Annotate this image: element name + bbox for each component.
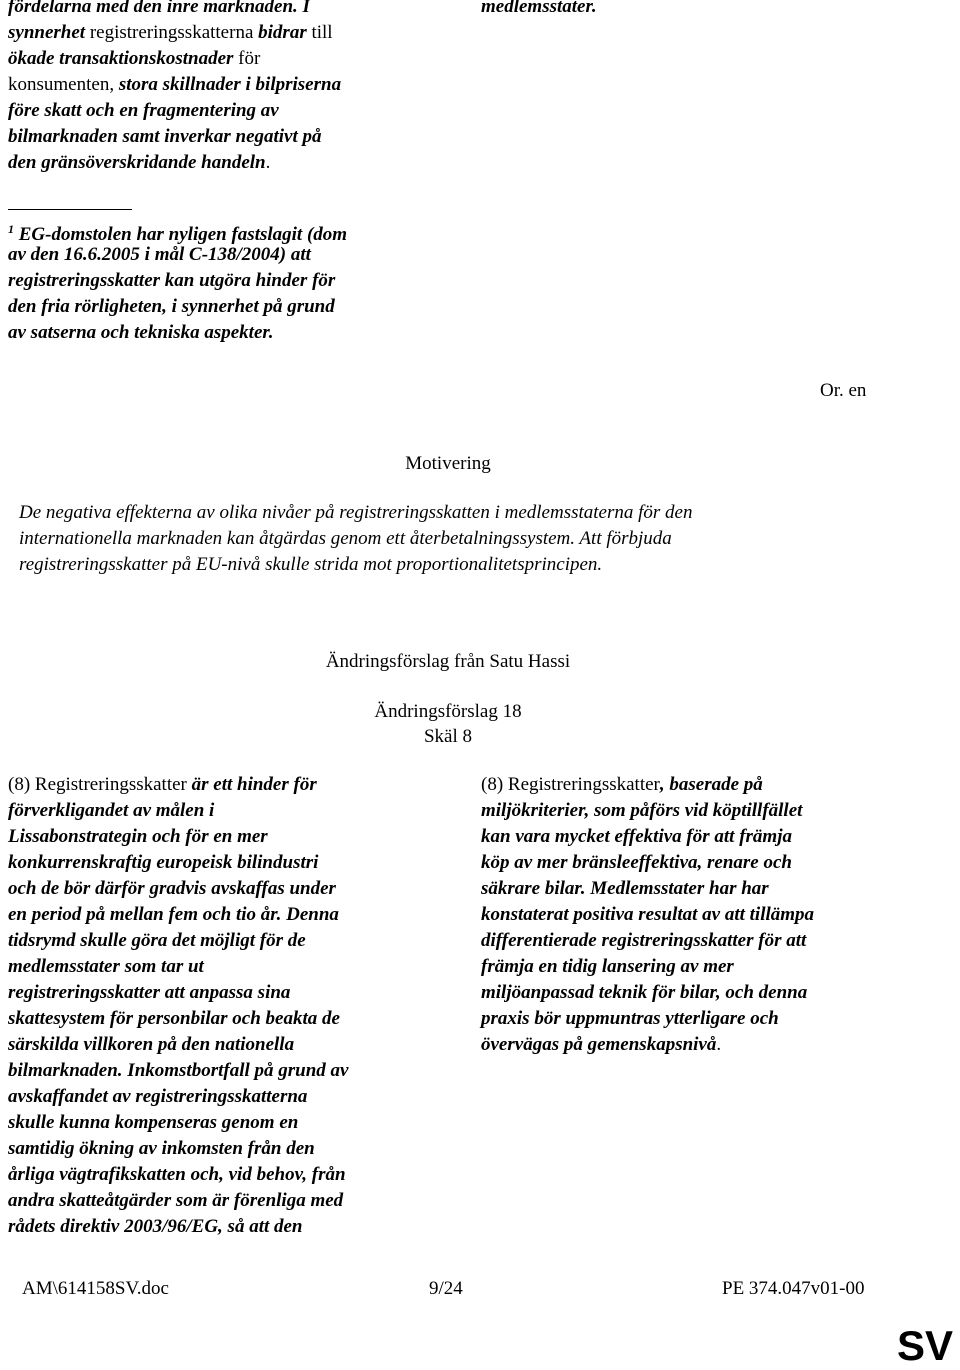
text-line — [481, 928, 901, 954]
text-line — [8, 1084, 428, 1110]
text-segment: kan vara mycket effektiva för att främja — [481, 826, 792, 847]
justification-text — [19, 500, 899, 578]
text-line — [481, 902, 901, 928]
text-line — [8, 798, 428, 824]
text-line — [8, 20, 428, 46]
text-line — [8, 72, 428, 98]
text-segment: . — [265, 152, 271, 173]
text-line — [8, 954, 428, 980]
top-right-text: medlemsstater. — [481, 0, 597, 17]
footnote-separator — [8, 209, 132, 210]
text-line — [8, 0, 428, 20]
text-line — [481, 954, 901, 980]
text-line — [8, 1110, 428, 1136]
text-segment: köp av mer bränsleeffektiva, renare och — [481, 852, 792, 873]
text-segment: bidrar — [258, 22, 307, 43]
text-segment: miljökriterier, som påförs vid köptillfället — [481, 800, 803, 821]
justification-heading: Motivering — [405, 453, 491, 474]
text-line — [8, 1058, 428, 1084]
amendment-author: Ändringsförslag från Satu Hassi — [325, 651, 571, 672]
amendment-recital: Skäl 8 — [423, 726, 473, 747]
footer-pe-ref: PE 374.047v01-00 — [722, 1278, 865, 1299]
text-segment: den gränsöverskridande handeln — [8, 152, 266, 173]
text-segment: skattesystem för personbilar och beakta de — [8, 1008, 340, 1029]
footnote-marker: 1 — [8, 222, 14, 236]
text-segment: stora skillnader i bilpriserna — [118, 74, 342, 95]
text-line — [8, 850, 428, 876]
text-line — [8, 1032, 428, 1058]
footnote — [8, 216, 448, 346]
footer-language-code: SV — [897, 1322, 954, 1369]
text-segment: bilmarknaden samt inverkar negativt på — [8, 126, 322, 147]
text-segment: . — [716, 1034, 722, 1055]
text-segment: , baserade på — [659, 774, 763, 795]
text-segment: konkurrenskraftig europeisk bilindustri — [8, 852, 319, 873]
text-segment: årliga vägtrafikskatten och, vid behov, från — [8, 1164, 346, 1185]
text-line: internationella marknaden kan åtgärdas genom ett återbetalningssystem. Att förbjuda — [19, 528, 672, 549]
original-language: Or. en — [820, 380, 867, 401]
text-line: den fria rörligheten, i synnerhet på grund — [8, 296, 335, 317]
text-line: De negativa effekterna av olika nivåer på registreringsskatten i medlemsstaterna för den — [19, 502, 693, 523]
text-line — [481, 1006, 901, 1032]
text-segment: (8) Registreringsskatter — [8, 774, 192, 795]
text-segment: synnerhet — [8, 22, 90, 43]
text-segment: före skatt och en fragmentering av — [8, 100, 279, 121]
text-segment: registreringsskatter att anpassa sina — [8, 982, 291, 1003]
text-segment: till — [306, 22, 333, 43]
text-segment: (8) Registreringsskatter — [481, 774, 660, 795]
text-line: av satserna och tekniska aspekter. — [8, 322, 274, 343]
text-segment: andra skatteåtgärder som är förenliga med — [8, 1190, 344, 1211]
amendment-number: Ändringsförslag 18 — [374, 701, 522, 722]
text-segment: praxis bör uppmuntras ytterligare och — [481, 1008, 779, 1029]
text-line — [8, 1214, 428, 1240]
text-line — [481, 850, 901, 876]
text-line — [8, 98, 428, 124]
text-line — [8, 772, 428, 798]
text-segment: särskilda villkoren på den nationella — [8, 1034, 295, 1055]
footer-doc-ref: AM\614158SV.doc — [22, 1278, 169, 1299]
text-line — [481, 772, 901, 798]
text-line — [8, 46, 428, 72]
text-line — [8, 1136, 428, 1162]
text-segment: fördelarna med den inre marknaden. I — [8, 0, 310, 17]
text-line — [481, 1032, 901, 1058]
text-line: registreringsskatter kan utgöra hinder för — [8, 270, 336, 291]
text-segment: övervägas på gemenskapsnivå — [481, 1034, 717, 1055]
text-segment: tidsrymd skulle göra det möjligt för de — [8, 930, 306, 951]
text-segment: rådets direktiv 2003/96/EG, så att den — [8, 1216, 303, 1237]
text-line — [8, 150, 428, 176]
text-segment: avskaffandet av registreringsskatterna — [8, 1086, 308, 1107]
text-line — [8, 902, 428, 928]
text-segment: för — [233, 48, 261, 69]
footer-page-number: 9/24 — [429, 1278, 463, 1299]
commission-text-column — [8, 772, 428, 1240]
text-line — [8, 928, 428, 954]
text-line — [8, 1162, 428, 1188]
text-line — [481, 798, 901, 824]
text-line — [8, 1006, 428, 1032]
text-line — [481, 876, 901, 902]
text-line — [481, 824, 901, 850]
text-segment: samtidig ökning av inkomsten från den — [8, 1138, 315, 1159]
text-segment: konsumenten, — [8, 74, 119, 95]
text-segment: medlemsstater som tar ut — [8, 956, 204, 977]
footnote-first-line: $^1$ EG-domstolen har nyligen fastslagit (dom — [8, 222, 348, 245]
text-line — [8, 980, 428, 1006]
text-line — [8, 1188, 428, 1214]
text-segment: en period på mellan fem och tio år. Denna — [8, 904, 339, 925]
text-segment: miljöanpassad teknik för bilar, och denna — [481, 982, 808, 1003]
text-line — [8, 876, 428, 902]
text-segment: bilmarknaden. Inkomstbortfall på grund av — [8, 1060, 349, 1081]
text-line — [481, 980, 901, 1006]
text-line — [8, 824, 428, 850]
text-segment: skulle kunna kompenseras genom en — [8, 1112, 299, 1133]
text-segment: Lissabonstrategin och för en mer — [8, 826, 268, 847]
footnote-lines — [8, 242, 448, 346]
text-segment: och de bör därför gradvis avskaffas under — [8, 878, 336, 899]
top-left-column — [8, 0, 428, 176]
text-segment: registreringsskatterna — [89, 22, 259, 43]
text-line — [8, 124, 428, 150]
text-segment: är ett hinder för — [191, 774, 317, 795]
text-line: av den 16.6.2005 i mål C-138/2004) att — [8, 244, 311, 265]
text-line: registreringsskatter på EU-nivå skulle strida mot proportionalitetsprincipen. — [19, 554, 603, 575]
amendment-text-column — [481, 772, 901, 1058]
text-segment: främja en tidig lansering av mer — [481, 956, 734, 977]
text-segment: säkrare bilar. Medlemsstater har har — [481, 878, 769, 899]
text-segment: ökade transaktionskostnader — [8, 48, 234, 69]
text-segment: konstaterat positiva resultat av att tillämpa — [481, 904, 815, 925]
text-segment: förverkligandet av målen i — [8, 800, 215, 821]
text-segment: differentierade registreringsskatter för att — [481, 930, 807, 951]
